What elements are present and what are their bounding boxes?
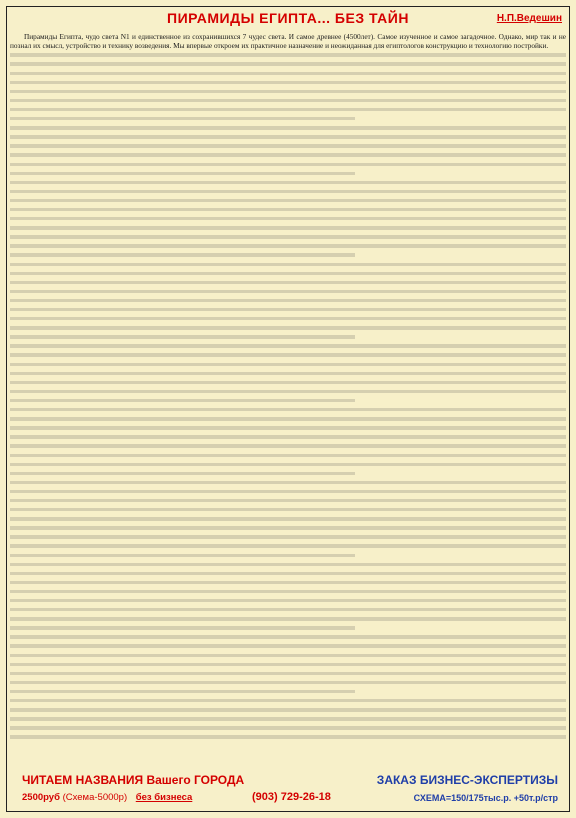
text-line-placeholder — [10, 350, 566, 359]
text-line-placeholder — [10, 669, 566, 678]
text-line-placeholder — [10, 368, 566, 377]
text-line-placeholder — [10, 469, 566, 478]
text-line-placeholder — [10, 205, 566, 214]
author-name: Н.П.Ведешин — [496, 13, 562, 24]
text-line-placeholder — [10, 432, 566, 441]
text-line-placeholder — [10, 259, 566, 268]
text-line-placeholder — [10, 459, 566, 468]
text-line-placeholder — [10, 532, 566, 541]
text-line-placeholder — [10, 687, 566, 696]
text-line-placeholder — [10, 696, 566, 705]
text-line-placeholder — [10, 605, 566, 614]
text-line-placeholder — [10, 296, 566, 305]
text-line-placeholder — [10, 241, 566, 250]
text-line-placeholder — [10, 714, 566, 723]
text-line-placeholder — [10, 187, 566, 196]
text-line-placeholder — [10, 559, 566, 568]
text-line-placeholder — [10, 96, 566, 105]
text-line-placeholder — [10, 59, 566, 68]
text-line-placeholder — [10, 105, 566, 114]
text-line-placeholder — [10, 578, 566, 587]
text-line-placeholder — [10, 614, 566, 623]
text-line-placeholder — [10, 596, 566, 605]
article-opening: Пирамиды Египта, чудо света N1 и единственное из сохранившихся 7 чудес света. И самое древнее (4500лет). Самое изученное и самое загадочное. Однако, мир так и не познал их смысл, устройство и технику возведения. Мы впервые откроем их практичное назначение и неожиданная для египтологов конструкцию и технологию постройки. — [10, 32, 566, 51]
text-line-placeholder — [10, 250, 566, 259]
price-main: 2500руб — [22, 792, 60, 803]
article-title: ПИРАМИДЫ ЕГИПТА... БЕЗ ТАЙН — [167, 10, 409, 26]
footer-expertise-title: ЗАКАЗ БИЗНЕС-ЭКСПЕРТИЗЫ — [376, 773, 558, 787]
text-line-placeholder — [10, 50, 566, 59]
text-line-placeholder — [10, 659, 566, 668]
text-line-placeholder — [10, 341, 566, 350]
text-line-placeholder — [10, 214, 566, 223]
text-line-placeholder — [10, 87, 566, 96]
text-line-placeholder — [10, 496, 566, 505]
text-line-placeholder — [10, 305, 566, 314]
text-line-placeholder — [10, 487, 566, 496]
text-line-placeholder — [10, 414, 566, 423]
text-line-placeholder — [10, 632, 566, 641]
footer-expertise-price: СХЕМА=150/175тыс.р. +50т.р/стр — [413, 793, 558, 803]
text-line-placeholder — [10, 450, 566, 459]
text-line-placeholder — [10, 114, 566, 123]
text-line-placeholder — [10, 405, 566, 414]
text-line-placeholder — [10, 150, 566, 159]
text-line-placeholder — [10, 569, 566, 578]
footer-offer-prices — [22, 792, 192, 803]
text-line-placeholder — [10, 232, 566, 241]
text-line-placeholder — [10, 159, 566, 168]
footer-offer-title: ЧИТАЕМ НАЗВАНИЯ Вашего ГОРОДА — [22, 773, 245, 787]
text-line-placeholder — [10, 587, 566, 596]
contact-phone[interactable]: (903) 729-26-18 — [252, 791, 331, 803]
text-line-placeholder — [10, 68, 566, 77]
text-line-placeholder — [10, 387, 566, 396]
text-line-placeholder — [10, 732, 566, 741]
text-line-placeholder — [10, 378, 566, 387]
text-line-placeholder — [10, 705, 566, 714]
text-line-placeholder — [10, 278, 566, 287]
text-line-placeholder — [10, 314, 566, 323]
text-line-placeholder — [10, 178, 566, 187]
body-text-lines — [10, 50, 566, 741]
text-line-placeholder — [10, 641, 566, 650]
text-line-placeholder — [10, 650, 566, 659]
text-line-placeholder — [10, 441, 566, 450]
text-line-placeholder — [10, 268, 566, 277]
text-line-placeholder — [10, 168, 566, 177]
text-line-placeholder — [10, 132, 566, 141]
text-line-placeholder — [10, 505, 566, 514]
text-line-placeholder — [10, 541, 566, 550]
text-line-placeholder — [10, 478, 566, 487]
text-line-placeholder — [10, 287, 566, 296]
text-line-placeholder — [10, 678, 566, 687]
text-line-placeholder — [10, 141, 566, 150]
text-line-placeholder — [10, 196, 566, 205]
article-body — [10, 32, 566, 748]
text-line-placeholder — [10, 223, 566, 232]
text-line-placeholder — [10, 723, 566, 732]
text-line-placeholder — [10, 523, 566, 532]
text-line-placeholder — [10, 550, 566, 559]
no-business-link[interactable]: без бизнеса — [135, 792, 193, 803]
text-line-placeholder — [10, 514, 566, 523]
text-line-placeholder — [10, 123, 566, 132]
text-line-placeholder — [10, 423, 566, 432]
text-line-placeholder — [10, 323, 566, 332]
text-line-placeholder — [10, 623, 566, 632]
text-line-placeholder — [10, 359, 566, 368]
price-scheme: (Схема-5000р) — [62, 792, 128, 803]
text-line-placeholder — [10, 77, 566, 86]
text-line-placeholder — [10, 396, 566, 405]
text-line-placeholder — [10, 332, 566, 341]
